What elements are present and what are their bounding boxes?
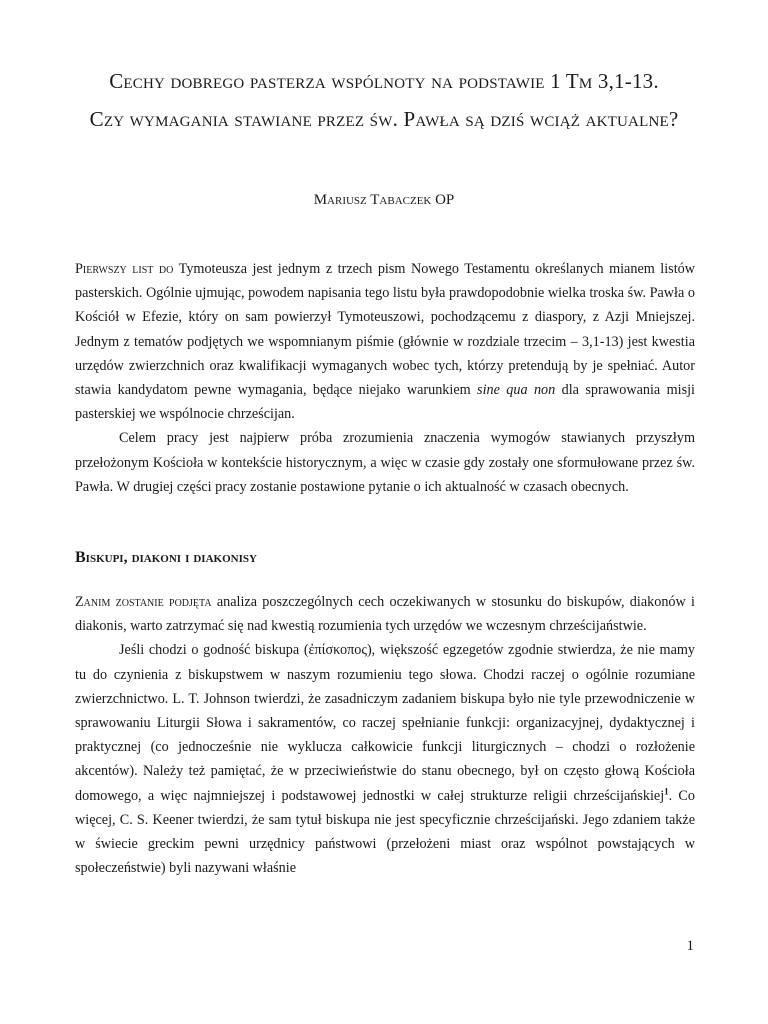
section-heading: Biskupi, diakoni i diakonisy	[75, 549, 257, 566]
document-title	[60, 62, 708, 138]
paragraph-lead: Zanim zostanie podjęta	[75, 594, 212, 610]
section-body	[75, 590, 695, 880]
page-number: 1	[686, 938, 694, 954]
title-line-1: Cechy dobrego pasterza wspólnoty na podstawie 1 Tm 3,1-13.	[109, 69, 659, 93]
paragraph: Celem pracy jest najpierw próba zrozumienia znaczenia wymogów stawianych przyszłym przełożonym Kościoła w kontekście historycznym, a więc w czasie gdy zostały one sformułowane przez św. Pawła. W drugiej części pracy zostanie postawione pytanie o ich aktualność w czasach obecnych.	[75, 430, 695, 495]
paragraph: Zanim zostanie podjęta analiza poszczególnych cech oczekiwanych w stosunku do biskupów, diakonów i diakonis, warto zatrzymać się nad kwestią rozumienia tych urzędów we wczesnym chrześcijaństwie.	[75, 594, 695, 635]
paragraph: Pierwszy list do Tymoteusza jest jednym z trzech pism Nowego Testamentu określanych mianem listów pasterskich. Ogólnie ujmując, powodem napisania tego listu była prawdopodobnie wielka troska św. Pawła o Kościół w Efezie, który on sam powierzył Tymoteuszowi, pochodzącemu z diaspory, z Azji Mniejszej. Jednym z tematów podjętych we wspomnianym piśmie (głównie w rozdziale trzecim – 3,1-13) jest kwestia urzędów zwierzchnich oraz kwalifikacji wymaganych wobec tych, którzy pretendują by je spełniać. Autor stawia kandydatom pewne wymagania, będące niejako warunkiem sine qua non dla sprawowania misji pasterskiej we wspólnocie chrześcijan.	[75, 261, 695, 423]
author: Mariusz Tabaczek OP	[313, 192, 455, 208]
introduction-section	[75, 257, 695, 499]
paragraph: Jeśli chodzi o godność biskupa (ἐπίσκοπος), większość egzegetów zgodnie stwierdza, że nie mamy tu do czynienia z biskupstwem w naszym rozumieniu tego słowa. Chodzi raczej o ogólnie rozumiane zwierzchnictwo. L. T. Johnson twierdzi, że zasadniczym zadaniem biskupa było nie tyle przewodniczenie w sprawowaniu Liturgii Słowa i sakramentów, co raczej spełnianie funkcji: organizacyjnej, dydaktycznej i praktycznej (co jednocześnie nie wyklucza całkowicie funkcji liturgicznych – chodzi o rozłożenie akcentów). Należy też pamiętać, że w przeciwieństwie do stanu obecnego, był on często głową Kościoła domowego, a więc najmniejszej i podstawowej jednostki w całej strukturze religii chrześcijańskiej$^1$. Co więcej, C. S. Keener twierdzi, że sam tytuł biskupa nie jest specyficznie chrześcijański. Jego zdaniem także w świecie greckim pewni urzędnicy państwowi (przełożeni miast oraz wspólnot powstających w społeczeństwie) byli nazywani właśnie	[75, 642, 695, 877]
title-line-2: Czy wymagania stawiane przez św. Pawła są dziś wciąż aktualne?	[89, 107, 679, 131]
paragraph-lead: Pierwszy list do	[75, 261, 174, 277]
footnote-ref[interactable]: 1	[664, 785, 669, 796]
